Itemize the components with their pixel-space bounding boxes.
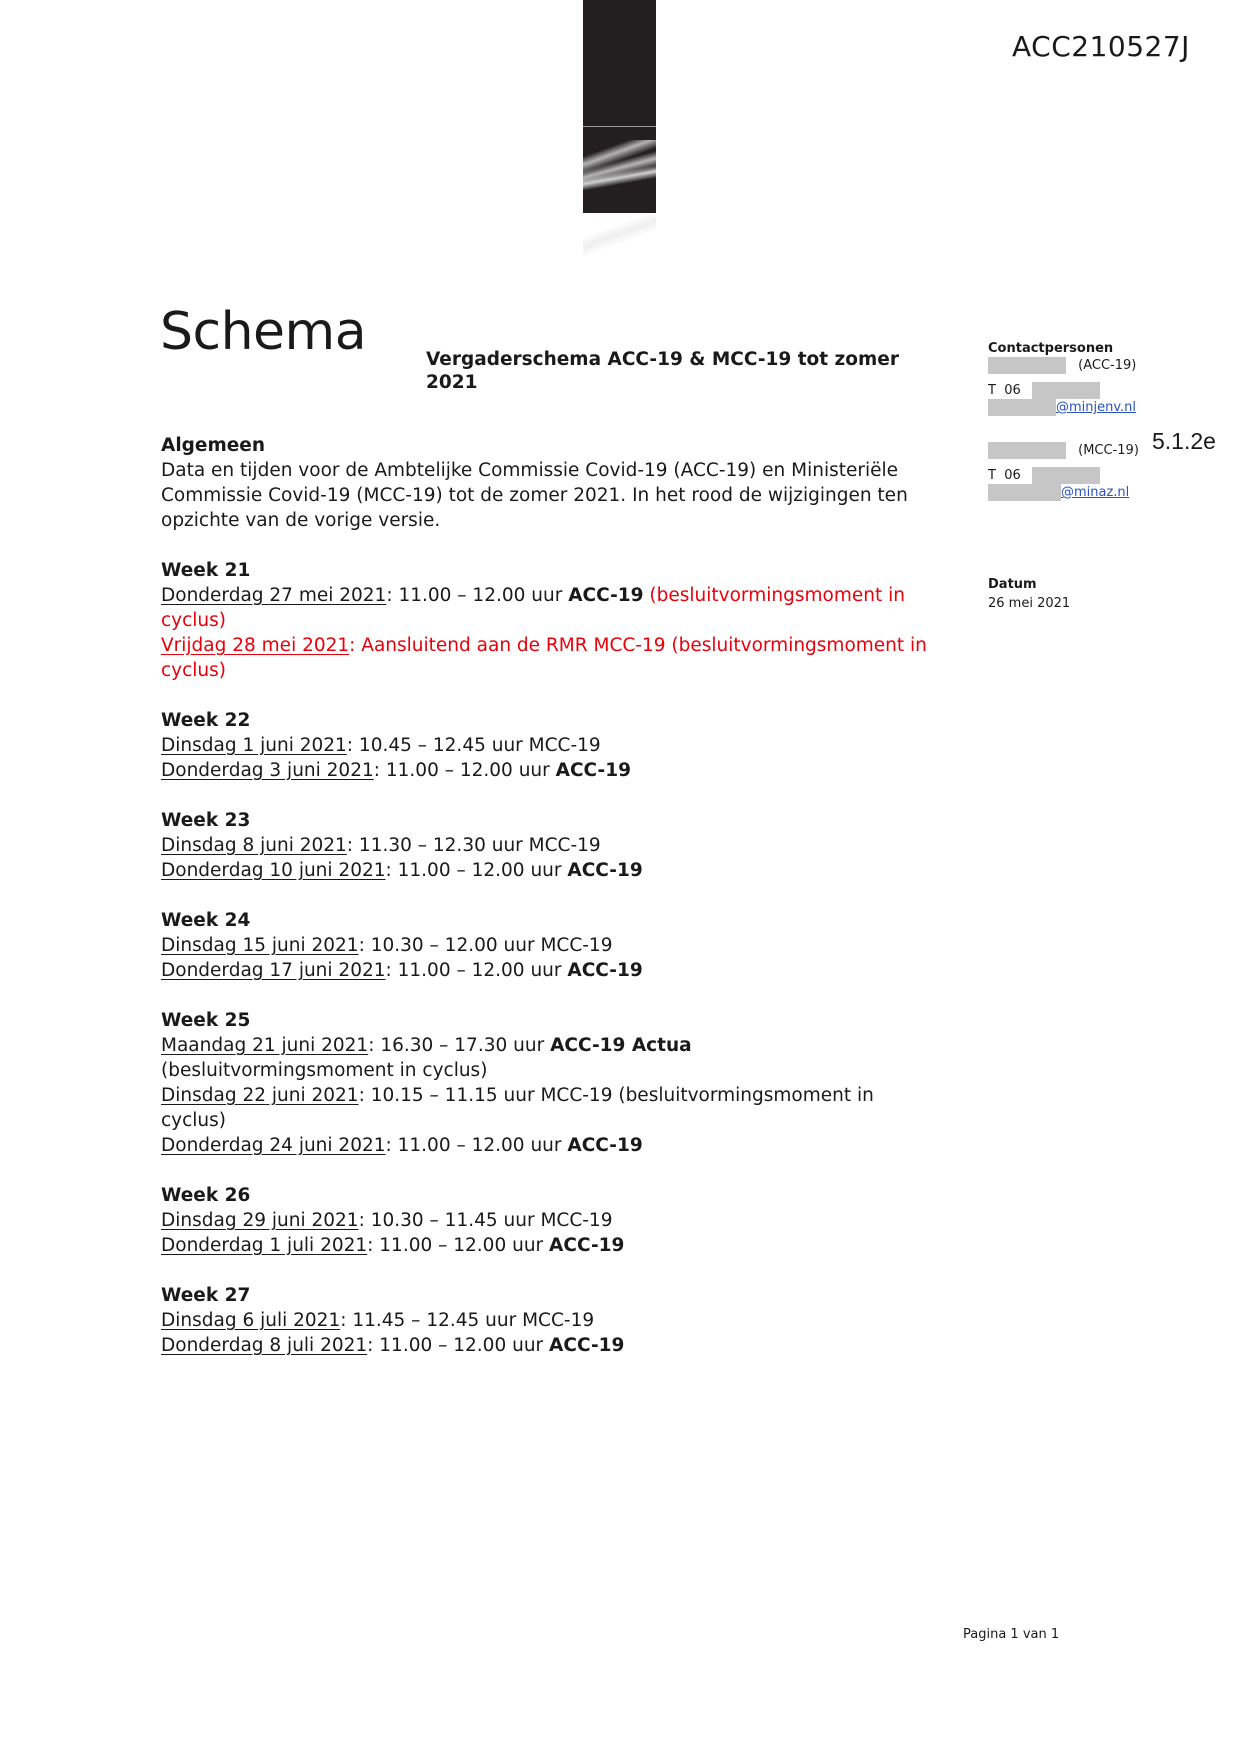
entry-time: 10.15 – 11.15 uur MCC-19	[370, 1085, 613, 1106]
entry-committee: ACC-19	[549, 1335, 625, 1356]
entry-separator: :	[386, 585, 399, 606]
entry-separator: :	[367, 1235, 380, 1256]
entry-time: 11.00 – 12.00 uur	[385, 760, 556, 781]
entry-time: 11.00 – 12.00 uur	[379, 1335, 550, 1356]
entry-time: 16.30 – 17.30 uur	[380, 1035, 551, 1056]
entry-time: 11.00 – 12.00 uur	[397, 1135, 568, 1156]
entry-separator: :	[385, 960, 398, 981]
entry-time: 10.30 – 12.00 uur MCC-19	[370, 935, 613, 956]
entry-committee: ACC-19	[555, 760, 631, 781]
entry-time: 10.45 – 12.45 uur MCC-19	[358, 735, 601, 756]
contacts-heading: Contactpersonen	[988, 341, 1114, 356]
entry-committee: ACC-19	[568, 585, 644, 606]
entry-date: Donderdag 8 juli 2021	[161, 1335, 368, 1356]
page-title: Schema	[160, 302, 367, 362]
entry-time: 11.30 – 12.30 uur MCC-19	[358, 835, 601, 856]
date-label: Datum	[988, 577, 1037, 592]
contact2-email-link[interactable]: @minaz.nl	[1061, 485, 1130, 500]
entry-date: Donderdag 24 juni 2021	[161, 1135, 386, 1156]
entry-date: Dinsdag 1 juni 2021	[161, 735, 347, 756]
document-id: ACC210527J	[1012, 30, 1190, 63]
entry-separator: :	[373, 760, 386, 781]
entry-separator: :	[358, 1210, 371, 1231]
contact2-phone-prefix: T 06	[988, 468, 1021, 483]
main-content	[161, 433, 941, 1383]
intro-heading: Algemeen	[161, 435, 265, 456]
entry-note: (besluitvormingsmoment in cyclus)	[161, 1060, 488, 1081]
week-section	[161, 908, 941, 983]
week-heading: Week 25	[161, 1010, 251, 1031]
entry-committee: ACC-19	[567, 960, 643, 981]
schedule-entry	[161, 733, 941, 758]
entry-date: Donderdag 3 juni 2021	[161, 760, 374, 781]
entry-separator: :	[358, 935, 371, 956]
entry-separator: :	[368, 1035, 381, 1056]
date-block	[988, 575, 1070, 613]
entry-separator: :	[385, 1135, 398, 1156]
logo-reflection	[583, 215, 656, 260]
intro-body: Data en tijden voor de Ambtelijke Commissie Covid-19 (ACC-19) en Ministeriële Commissie Covid-19 (MCC-19) tot de zomer 2021. In het rood de wijzigingen ten opzichte van de vorige versie.	[161, 460, 908, 531]
entry-time: 11.45 – 12.45 uur MCC-19	[352, 1310, 595, 1331]
week-heading: Week 22	[161, 710, 251, 731]
contact1-email-link[interactable]: @minjenv.nl	[1056, 400, 1137, 415]
entry-date: Donderdag 1 juli 2021	[161, 1235, 368, 1256]
entry-time: 10.30 – 11.45 uur MCC-19	[370, 1210, 613, 1231]
logo-divider	[583, 126, 656, 127]
schedule-entry	[161, 1333, 941, 1358]
contact2-phone-row	[988, 467, 1208, 484]
redacted-phone	[1032, 382, 1100, 399]
redacted-name	[988, 442, 1066, 459]
entry-separator: :	[349, 635, 362, 656]
entry-separator: :	[340, 1310, 353, 1331]
week-heading: Week 23	[161, 810, 251, 831]
schedule-entry	[161, 583, 941, 633]
contact1-role: (ACC-19)	[1078, 358, 1137, 373]
entry-time: 11.00 – 12.00 uur	[397, 860, 568, 881]
document-subtitle: Vergaderschema ACC-19 & MCC-19 tot zomer 2021	[426, 349, 899, 393]
schedule-entry	[161, 1308, 941, 1333]
entry-committee: ACC-19	[567, 860, 643, 881]
contact2-role: (MCC-19)	[1078, 443, 1139, 458]
schedule-entry	[161, 958, 941, 983]
redacted-name	[988, 357, 1066, 374]
redacted-email	[988, 484, 1061, 501]
date-value: 26 mei 2021	[988, 596, 1071, 611]
week-heading: Week 21	[161, 560, 251, 581]
entry-date: Donderdag 17 juni 2021	[161, 960, 386, 981]
week-section	[161, 1283, 941, 1358]
entry-note: (besluitvormingsmoment in cyclus)	[161, 1085, 874, 1131]
schedule-entry	[161, 858, 941, 883]
entry-separator: :	[367, 1335, 380, 1356]
entry-separator: :	[346, 735, 359, 756]
schedule-entry	[161, 1233, 941, 1258]
week-section	[161, 1183, 941, 1258]
entry-date: Dinsdag 8 juni 2021	[161, 835, 347, 856]
entry-date: Donderdag 27 mei 2021	[161, 585, 387, 606]
entry-committee: ACC-19	[549, 1235, 625, 1256]
redacted-phone	[1032, 467, 1100, 484]
entry-separator: :	[358, 1085, 371, 1106]
entry-date: Maandag 21 juni 2021	[161, 1035, 369, 1056]
week-section	[161, 708, 941, 783]
week-heading: Week 24	[161, 910, 251, 931]
sidebar	[988, 340, 1208, 501]
contact1-name-row	[988, 357, 1208, 374]
week-heading: Week 26	[161, 1185, 251, 1206]
entry-date: Dinsdag 15 juni 2021	[161, 935, 359, 956]
redacted-email	[988, 399, 1056, 416]
schedule-entry	[161, 758, 941, 783]
schedule-entry	[161, 1208, 941, 1233]
intro-section	[161, 433, 941, 533]
schedule-entry	[161, 933, 941, 958]
week-section	[161, 1008, 941, 1158]
entry-date: Vrijdag 28 mei 2021	[161, 635, 350, 656]
schedule-entry	[161, 833, 941, 858]
entry-date: Dinsdag 29 juni 2021	[161, 1210, 359, 1231]
entry-separator: :	[346, 835, 359, 856]
contact2-email-row	[988, 484, 1208, 501]
schedule-entry	[161, 1133, 941, 1158]
logo-icon	[583, 0, 656, 213]
logo-texture	[583, 140, 656, 196]
entry-time: Aansluitend aan de RMR MCC-19	[361, 635, 666, 656]
entry-time: 11.00 – 12.00 uur	[397, 960, 568, 981]
week-section	[161, 808, 941, 883]
schedule-entry	[161, 1033, 941, 1083]
contact1-email-row	[988, 399, 1208, 416]
week-section	[161, 558, 941, 683]
entry-note: (besluitvormingsmoment in cyclus)	[161, 585, 905, 631]
redaction-code: 5.1.2e	[1152, 428, 1216, 454]
page-number: Pagina 1 van 1	[963, 1627, 1060, 1642]
contact1-phone-row	[988, 382, 1208, 399]
entry-date: Dinsdag 6 juli 2021	[161, 1310, 341, 1331]
entry-time: 11.00 – 12.00 uur	[379, 1235, 550, 1256]
entry-date: Donderdag 10 juni 2021	[161, 860, 386, 881]
week-heading: Week 27	[161, 1285, 251, 1306]
entry-separator: :	[385, 860, 398, 881]
weeks-list	[161, 558, 941, 1358]
schedule-entry	[161, 633, 941, 683]
entry-committee: ACC-19	[567, 1135, 643, 1156]
contact1-phone-prefix: T 06	[988, 383, 1021, 398]
entry-note: (besluitvormingsmoment in cyclus)	[161, 635, 927, 681]
schedule-entry	[161, 1083, 941, 1133]
entry-committee: ACC-19 Actua	[550, 1035, 692, 1056]
entry-date: Dinsdag 22 juni 2021	[161, 1085, 359, 1106]
entry-time: 11.00 – 12.00 uur	[398, 585, 569, 606]
